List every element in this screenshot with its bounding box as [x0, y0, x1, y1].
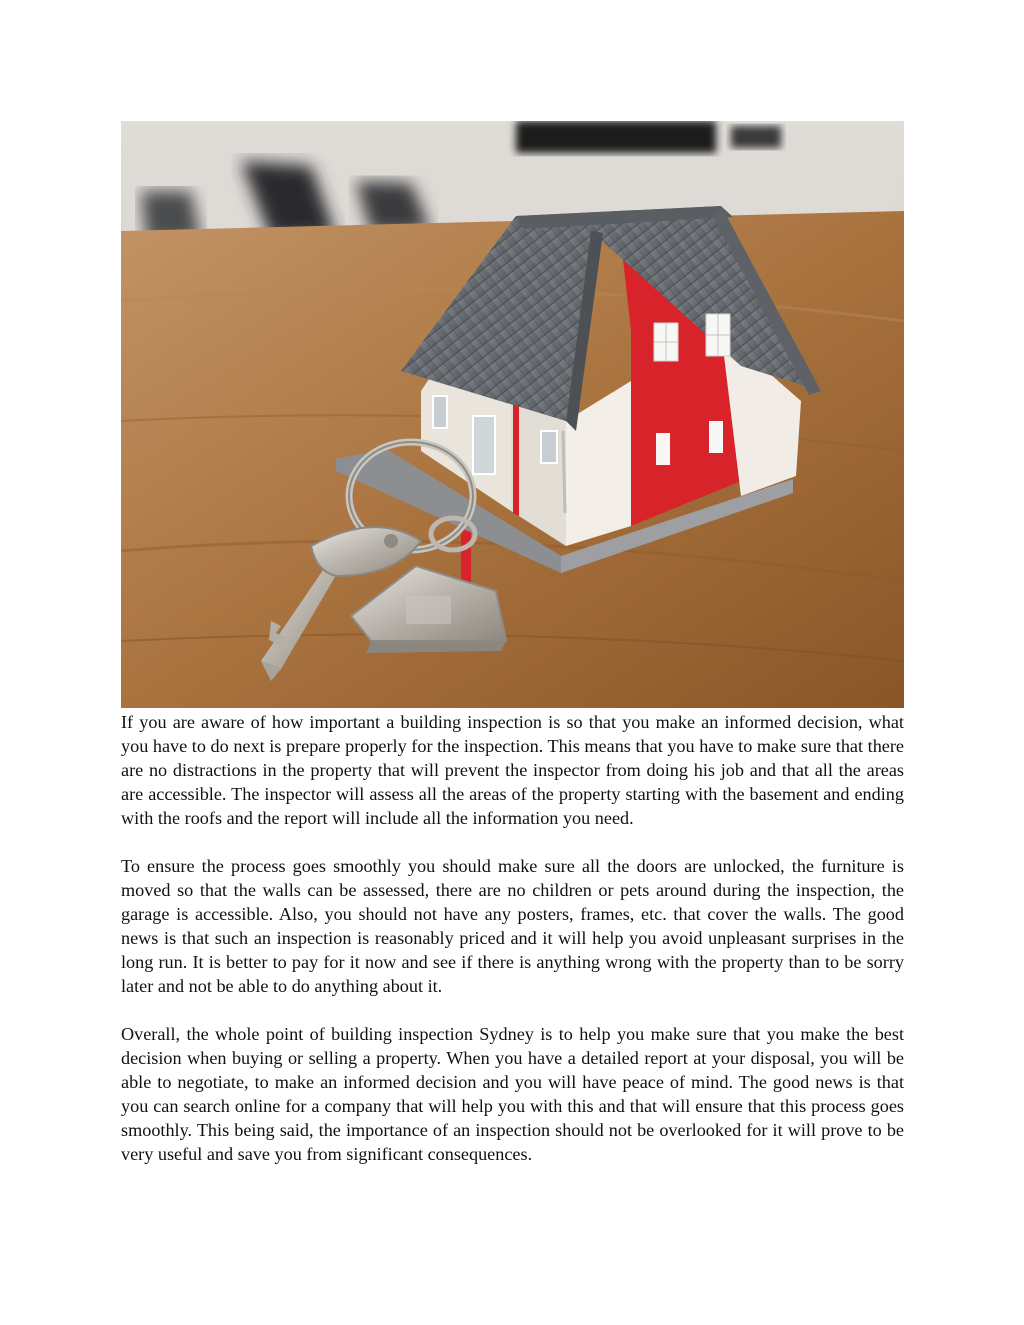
paragraph-1: If you are aware of how important a building inspection is so that you make an informed decision, what you have to do next is prepare properly for the inspection. This means that you have to make sure that there are no distractions in the property that will prevent the inspector from doing his job and that all the areas are accessible. The inspector will assess all the areas of the property starting with the basement and ending with the roofs and the report will include all the information you need. — [121, 712, 904, 828]
paragraph-3: Overall, the whole point of building inspection Sydney is to help you make sure that you make the best decision when buying or selling a property. When you have a detailed report at your disposal, you will be able to negotiate, to make an informed decision and you will have peace of mind. The good news is that you can search online for a company that will help you with this and that will ensure that this process goes smoothly. This being said, the importance of an inspection should not be overlooked for it will prove to be very useful and save you from significant consequences. — [121, 1024, 904, 1164]
house-key-photo — [121, 121, 904, 708]
paragraph-2: To ensure the process goes smoothly you should make sure all the doors are unlocked, the furniture is moved so that the walls can be assessed, there are no children or pets around during the inspection, the garage is accessible. Also, you should not have any posters, frames, etc. that cover the walls. The good news is that such an inspection is reasonably priced and it will help you avoid unpleasant surprises in the long run. It is better to pay for it now and see if there is anything wrong with the property than to be sorry later and not be able to do anything about it. — [121, 856, 904, 996]
article-body — [121, 710, 904, 1190]
house-key-illustration — [121, 121, 904, 708]
